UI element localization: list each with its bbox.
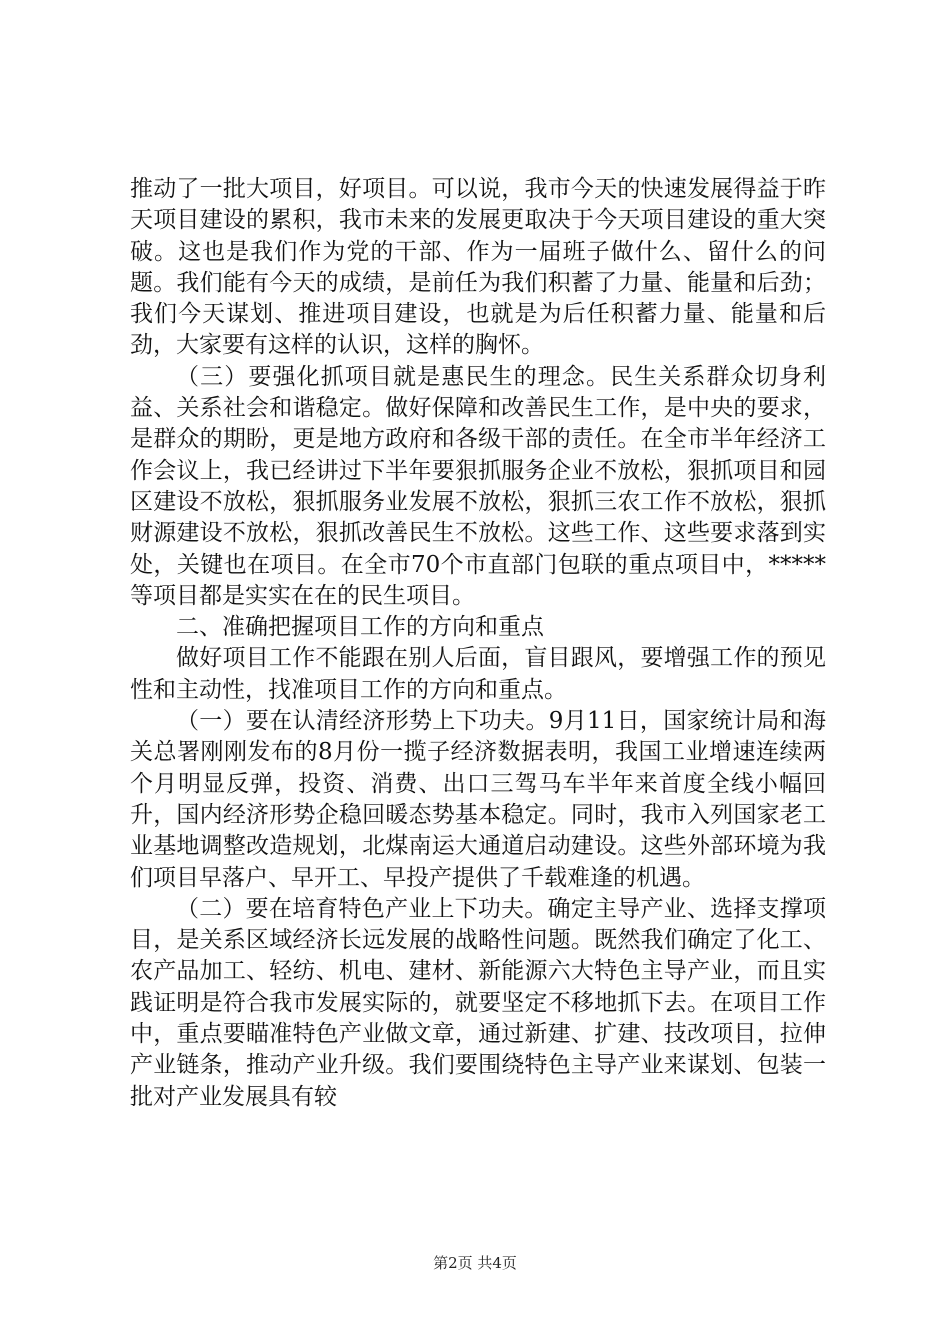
- document-body: [130, 174, 826, 1113]
- paragraph-continuation: 推动了一批大项目，好项目。可以说，我市今天的快速发展得益于昨天项目建设的累积，我市未来的发展更取决于今天项目建设的重大突破。这也是我们作为党的干部、作为一届班子做什么、留什么的问题。我们能有今天的成绩，是前任为我们积蓄了力量、能量和后劲；我们今天谋划、推进项目建设，也就是为后任积蓄力量、能量和后劲，大家要有这样的认识，这样的胸怀。: [130, 176, 826, 359]
- page-footer: 第2页 共4页: [433, 1254, 517, 1272]
- paragraph-subsection-one: （一）要在认清经济形势上下功夫。9月11日，国家统计局和海关总署刚刚发布的8月份一揽子经济数据表明，我国工业增速连续两个月明显反弹，投资、消费、出口三驾马车半年来首度全线小幅回升，国内经济形势企稳回暖态势基本稳定。同时，我市入列国家老工业基地调整改造规划，北煤南运大通道启动建设。这些外部环境为我们项目早落户、早开工、早投产提供了千载难逢的机遇。: [130, 708, 826, 891]
- paragraph-intro: 做好项目工作不能跟在别人后面，盲目跟风，要增强工作的预见性和主动性，找准项目工作的方向和重点。: [130, 645, 826, 703]
- paragraph-subsection-two: （二）要在培育特色产业上下功夫。确定主导产业、选择支撑项目，是关系区域经济长远发展的战略性问题。既然我们确定了化工、农产品加工、轻纺、机电、建材、新能源六大特色主导产业，而且实践证明是符合我市发展实际的，就要坚定不移地抓下去。在项目工作中，重点要瞄准特色产业做文章，通过新建、扩建、技改项目，拉伸产业链条，推动产业升级。我们要围绕特色主导产业来谋划、包装一批对产业发展具有较: [130, 895, 826, 1110]
- section-heading-two: 二、准确把握项目工作的方向和重点: [176, 614, 544, 641]
- paragraph-section-three: （三）要强化抓项目就是惠民生的理念。民生关系群众切身利益、关系社会和谐稳定。做好保障和改善民生工作，是中央的要求，是群众的期盼，更是地方政府和各级干部的责任。在全市半年经济工作会议上，我已经讲过下半年要狠抓服务企业不放松，狠抓项目和园区建设不放松，狠抓服务业发展不放松，狠抓三农工作不放松，狠抓财源建设不放松，狠抓改善民生不放松。这些工作、这些要求落到实处，关键也在项目。在全市70个市直部门包联的重点项目中，*****等项目都是实实在在的民生项目。: [130, 363, 826, 609]
